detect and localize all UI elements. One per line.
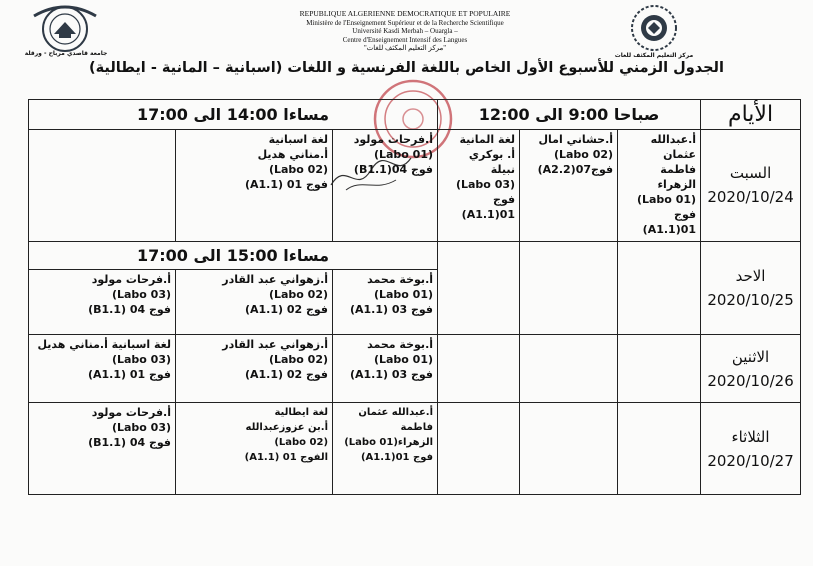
- session-cell: [333, 129, 438, 241]
- empty-cell: [618, 241, 701, 335]
- table-row-monday: [29, 335, 801, 403]
- session-cell: [333, 335, 438, 403]
- lab: (Labo 01): [636, 192, 697, 206]
- right-logo-label: مركز التعليم المكثف للغات: [614, 52, 694, 59]
- days-header: الأيام: [701, 100, 801, 130]
- teacher: أ.بوخة محمد: [367, 273, 434, 286]
- center-arabic-line: "مركز التعليم المكثف للغات": [363, 44, 447, 52]
- teacher: أ.مناني هديل: [257, 147, 329, 161]
- empty-cell: [520, 335, 618, 403]
- teacher: لغة اسبانية أ.مناني هديل: [37, 338, 172, 352]
- group: فوج 03 (A1.1): [349, 368, 434, 382]
- page-title: الجدول الزمني للأسبوع الأول الخاص باللغة الفرنسية و اللغات (اسبانية – المانية - ايطالية): [89, 60, 724, 76]
- university-line: Université Kasdi Merbah – Ouargla –: [352, 27, 458, 35]
- group: فوج 04 (B1.1): [88, 436, 172, 450]
- teacher: أ.فرحات مولود: [353, 132, 434, 146]
- lab: (Labo 02): [274, 437, 329, 449]
- lab: (Labo 02): [553, 147, 614, 161]
- teacher: أ.زهواني عبد القادر: [222, 273, 329, 286]
- day-date: 2020/10/25: [707, 290, 794, 309]
- day-name: السبت: [729, 164, 772, 182]
- empty-cell: [438, 241, 520, 335]
- empty-cell: [520, 241, 618, 335]
- language: لغة المانية: [459, 132, 516, 146]
- session-cell: [29, 403, 176, 495]
- evening-header-weekday: مساءا 15:00 الى 17:00: [29, 241, 438, 270]
- table-row-tuesday: [29, 403, 801, 495]
- table-row-saturday: [29, 129, 801, 241]
- session-cell: [176, 403, 333, 495]
- session-cell: [176, 335, 333, 403]
- lab: (Labo 03): [455, 177, 516, 191]
- empty-cell: [618, 403, 701, 495]
- lab: (Labo 02): [268, 353, 329, 367]
- session-cell: [438, 129, 520, 241]
- language: لغة اسبانية: [268, 132, 329, 146]
- empty-cell: [438, 403, 520, 495]
- teacher: أ. بوكري نبيلة: [468, 147, 516, 176]
- teacher: أ.فرحات مولود: [91, 406, 172, 420]
- lab: (Labo 02): [268, 288, 329, 301]
- lab: (Labo 03): [111, 353, 172, 367]
- session-cell: [29, 335, 176, 403]
- day-cell-tuesday: [701, 403, 801, 495]
- session-cell: [333, 403, 438, 495]
- day-name: الاثنين: [731, 347, 770, 366]
- center-logo-icon: [615, 2, 693, 58]
- empty-cell: [618, 335, 701, 403]
- document-header: [0, 0, 813, 64]
- teacher: أ.عبدالله عثمان: [650, 132, 697, 161]
- group: فوج 01(A1.1): [642, 207, 697, 236]
- lab: (Labo 01): [373, 353, 434, 367]
- empty-cell: [438, 335, 520, 403]
- teacher: أ.عبدالله عثمان فاطمة: [358, 407, 434, 434]
- group: فوج 04 (B1.1): [88, 303, 172, 316]
- language: لغة ايطالية: [274, 407, 329, 419]
- session-cell: [176, 270, 333, 335]
- group: فوج 03 (A1.1): [349, 303, 434, 316]
- teacher-cont: فاطمة الزهراء: [657, 162, 697, 191]
- teacher: أ.بن عزوزعبدالله: [245, 422, 329, 434]
- teacher: أ.حشاني امال: [538, 132, 614, 146]
- institution-block: [230, 10, 580, 53]
- lab: (Labo 02): [268, 162, 329, 176]
- lab: (Labo 01): [373, 288, 434, 301]
- group: فوج 02 (A1.1): [244, 303, 329, 316]
- lab: (Labo 03): [111, 288, 172, 301]
- group: الفوج 01 (A1.1): [244, 452, 329, 464]
- header-row: [29, 100, 801, 130]
- lab: (Labo 03): [111, 421, 172, 435]
- empty-cell: [29, 129, 176, 241]
- day-cell-saturday: [701, 129, 801, 241]
- teacher: أ.فرحات مولود: [91, 273, 172, 286]
- center-line: Centre d'Enseignement Intensif des Langues: [342, 35, 468, 44]
- day-cell-sunday: [701, 241, 801, 335]
- group: فوج 01 (A1.1): [244, 177, 329, 191]
- group: فوج 01(A1.1): [360, 452, 434, 464]
- session-cell: [618, 129, 701, 241]
- day-date: 2020/10/26: [707, 371, 794, 390]
- session-cell: [520, 129, 618, 241]
- subheader-row: [29, 241, 801, 270]
- republic-line: REPUBLIQUE ALGERIENNE DEMOCRATIQUE ET POPULAIRE: [299, 9, 511, 18]
- group: فوج 04(B1.1): [353, 162, 434, 176]
- session-cell: [333, 270, 438, 335]
- schedule-table: [28, 99, 801, 495]
- group: فوج 01 (A1.1): [87, 368, 172, 382]
- morning-header: صباحا 9:00 الى 12:00: [438, 100, 701, 130]
- left-logo-label: جامعة قاصدي مرباح - ورقلة: [24, 50, 108, 57]
- day-name: الثلاثاء: [731, 427, 770, 446]
- lab: (Labo 01): [373, 147, 434, 161]
- day-date: 2020/10/27: [707, 451, 794, 470]
- session-cell: [29, 270, 176, 335]
- teacher: أ.زهواني عبد القادر: [222, 338, 329, 352]
- empty-cell: [520, 403, 618, 495]
- ministry-line: Ministère de l'Enseignement Supérieur et de la Recherche Scientifique: [306, 18, 504, 27]
- session-cell: [176, 129, 333, 241]
- teacher-lab: الزهراء(Labo 01): [344, 437, 434, 449]
- group: فوج07(A2.2): [537, 162, 614, 176]
- day-date: 2020/10/24: [707, 188, 794, 206]
- day-cell-monday: [701, 335, 801, 403]
- teacher: أ.بوخة محمد: [367, 338, 434, 352]
- group: فوج 02 (A1.1): [244, 368, 329, 382]
- evening-header-saturday: مساءا 14:00 الى 17:00: [29, 100, 438, 130]
- day-name: الاحد: [735, 266, 766, 285]
- group: فوج 01(A1.1): [461, 192, 516, 221]
